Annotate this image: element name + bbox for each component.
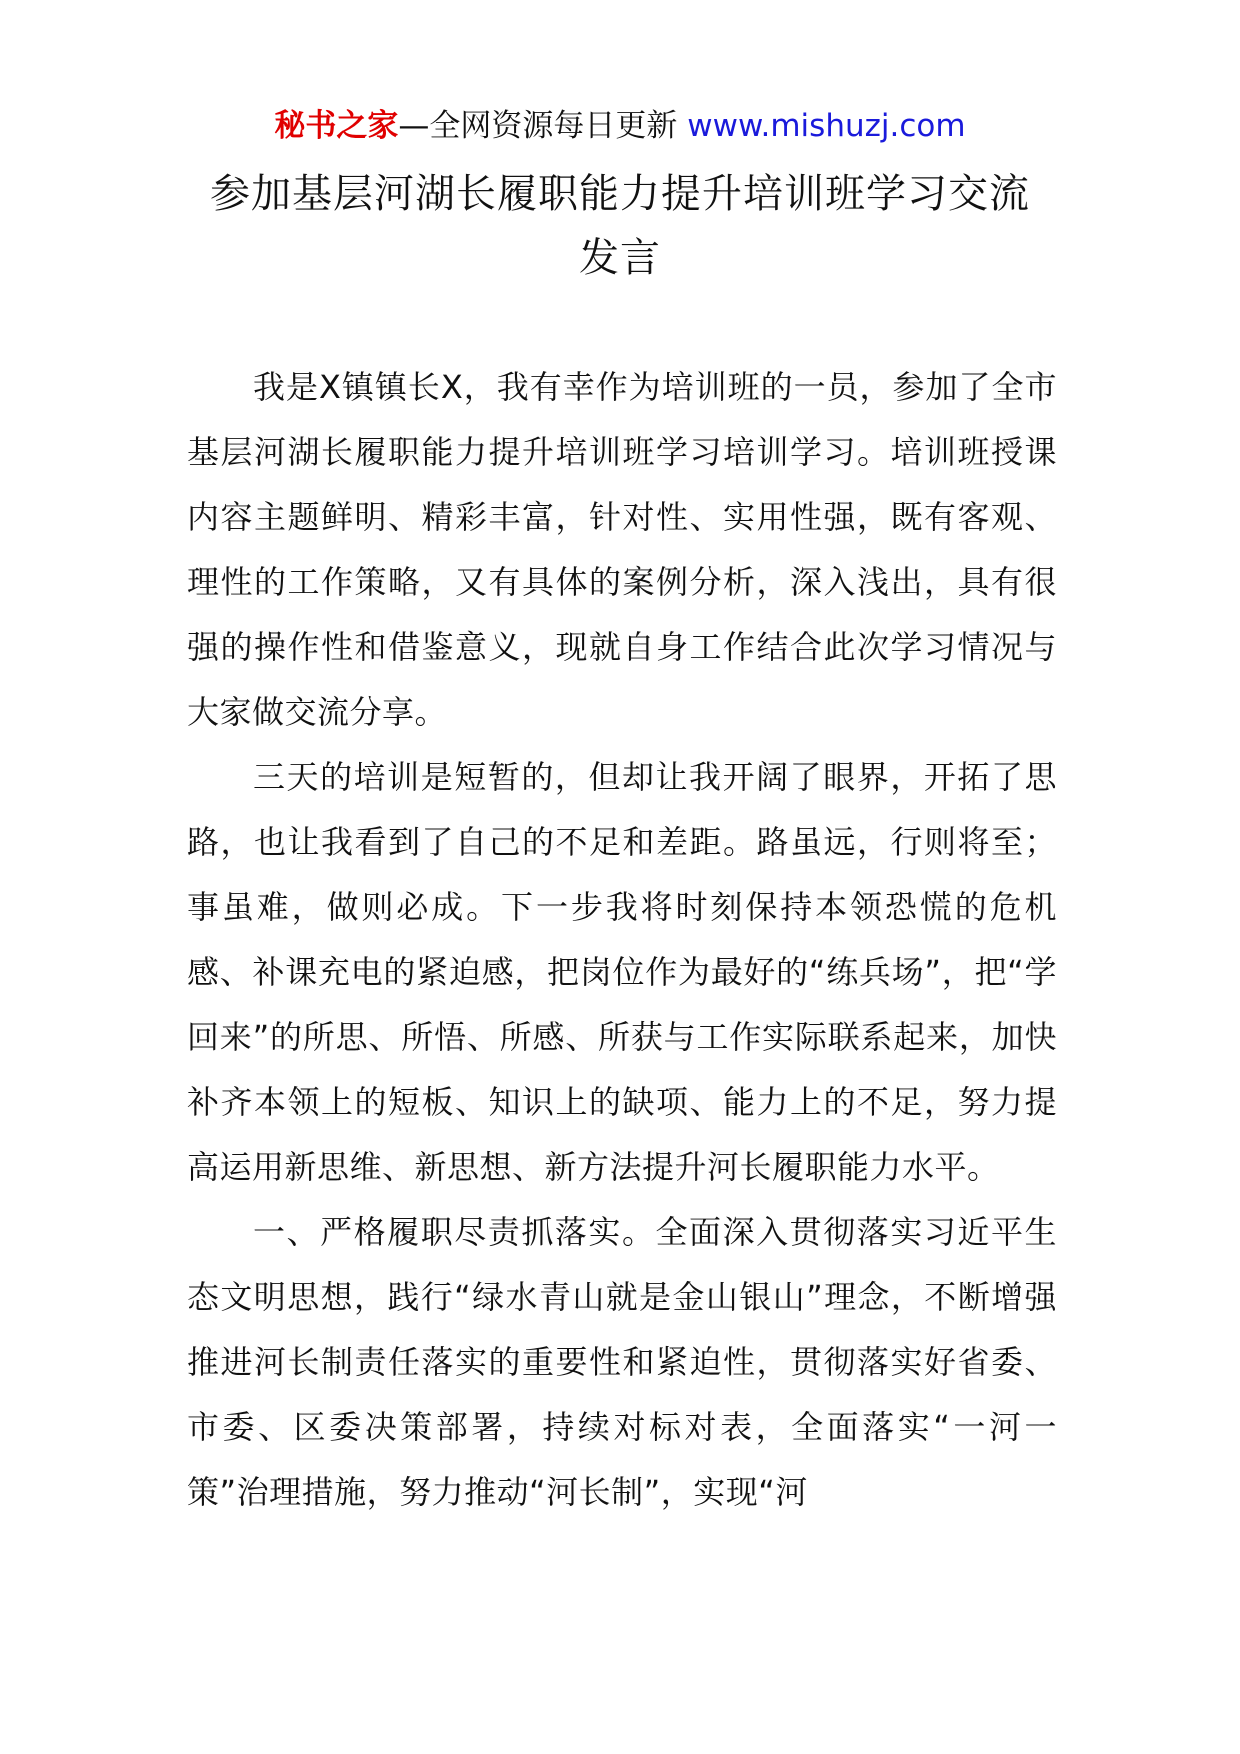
document-title (160, 162, 1080, 290)
brand-name: 秘书之家 (274, 108, 399, 144)
paragraph-training-reflection: 三天的培训是短暂的，但却让我开阔了眼界，开拓了思路，也让我看到了自己的不足和差距。路虽远，行则将至；事虽难，做则必成。下一步我将时刻保持本领恐慌的危机感、补课充电的紧迫感，把岗位作为最好的“练兵场”，把“学回来”的所思、所悟、所感、所获与工作实际联系起来，加快补齐本领上的短板、知识上的缺项、能力上的不足，努力提高运用新思维、新思想、新方法提升河长履职能力水平。 (187, 758, 1057, 1186)
site-url-link[interactable]: www.mishuzj.com (687, 108, 966, 144)
header-tagline: —全网资源每日更新 (398, 108, 678, 144)
site-header (0, 104, 1240, 148)
title-line-2: 发言 (579, 235, 661, 281)
document-body (187, 355, 1057, 1525)
title-line-1: 参加基层河湖长履职能力提升培训班学习交流 (210, 171, 1030, 217)
paragraph-intro: 我是X镇镇长X，我有幸作为培训班的一员，参加了全市基层河湖长履职能力提升培训班学习培训学习。培训班授课内容主题鲜明、精彩丰富，针对性、实用性强，既有客观、理性的工作策略，又有具体的案例分析，深入浅出，具有很强的操作性和借鉴意义，现就自身工作结合此次学习情况与大家做交流分享。 (187, 368, 1057, 731)
paragraph-section-one: 一、严格履职尽责抓落实。全面深入贯彻落实习近平生态文明思想，践行“绿水青山就是金山银山”理念，不断增强推进河长制责任落实的重要性和紧迫性，贯彻落实好省委、市委、区委决策部署，持续对标对表，全面落实“一河一策”治理措施，努力推动“河长制”，实现“河 (187, 1213, 1057, 1511)
